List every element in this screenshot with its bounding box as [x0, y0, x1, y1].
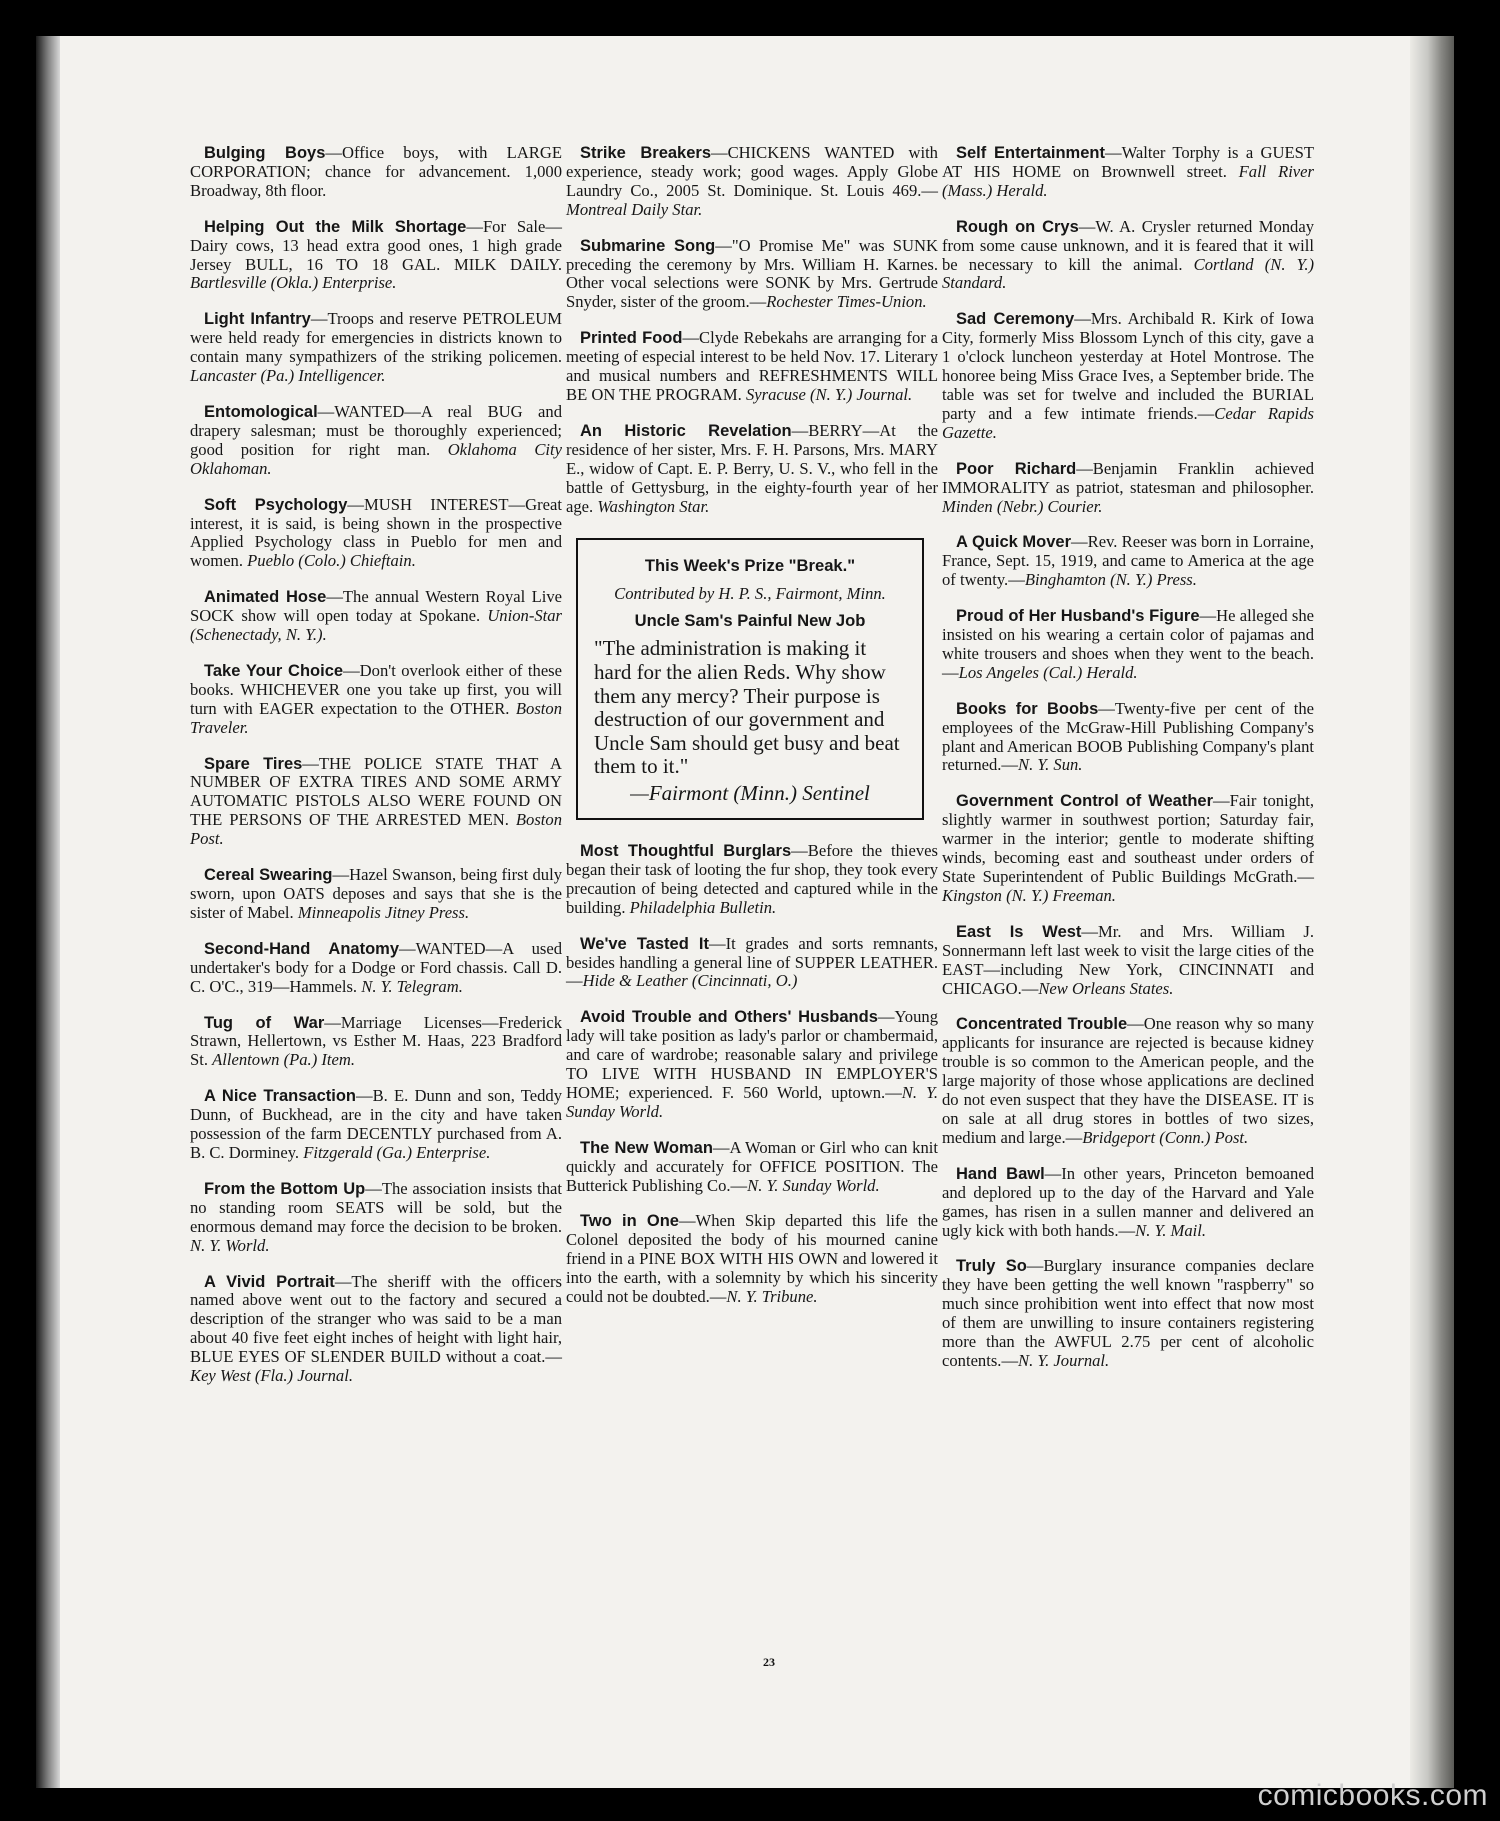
item-title: Cereal Swearing — [204, 866, 333, 885]
item-text: —Burglary insurance companies declare they have been getting the well known "raspberry" so much since prohibition went into effect that now most of them are unwilling to insure containers registering more than the AWFUL 2.75 per cent of alcoholic contents.— — [942, 1256, 1314, 1370]
item-text: —W. A. Crysler returned Monday from some cause unknown, and it is feared that it will be necessary to kill the animal. — [942, 216, 1314, 274]
prize-title: Uncle Sam's Painful New Job — [634, 611, 866, 631]
item-source: Union-Star (Schenectady, N. Y.). — [190, 606, 562, 645]
item-tug-of-war — [190, 1014, 562, 1071]
item-text: —Mrs. Archibald R. Kirk of Iowa City, formerly Miss Blossom Lynch of this city, gave a 1 o'clock luncheon yesterday at Hotel Montrose. The honoree being Miss Grace Ives, a September bride. The table was set for twelve and included the BURIAL party and a few intimate friends.— — [942, 309, 1314, 423]
item-text: —Hazel Swanson, being first duly sworn, upon OATS deposes and says that she is the sister of Mabel. — [190, 865, 562, 922]
item-printed-food — [566, 329, 938, 405]
item-title: Soft Psychology — [204, 495, 348, 514]
item-text: —BERRY—At the residence of her sister, Mrs. F. H. Parsons, Mrs. MARY E., widow of Capt. E. P. Berry, U. S. V., who fell in the battle of Gettysburg, in the eighty-fourth year of her age. — [566, 420, 938, 516]
item-title: Light Infantry — [204, 310, 311, 329]
binding-edge-right — [1410, 36, 1454, 1788]
item-light-infantry — [190, 310, 562, 386]
item-books-for-boobs — [942, 700, 1314, 776]
item-text: —Marriage Licenses—Frederick Strawn, Hellertown, vs Esther M. Haas, 223 Bradford St. — [190, 1012, 562, 1070]
item-source: Bartlesville (Okla.) Enterprise. — [190, 273, 397, 293]
item-text: —When Skip departed this life the Colonel deposited the body of his mourned canine friend in a PINE BOX WITH HIS OWN and lowered it into the earth, with a solemnity by which his sincerity could not be doubted.— — [566, 1211, 938, 1307]
item-source: Philadelphia Bulletin. — [629, 897, 777, 917]
item-title: East Is West — [956, 922, 1082, 941]
item-title: Most Thoughtful Burglars — [580, 841, 792, 860]
item-title: Books for Boobs — [956, 699, 1099, 718]
item-source: N. Y. World. — [190, 1235, 270, 1255]
item-truly-so — [942, 1257, 1314, 1370]
item-new-woman — [566, 1139, 938, 1196]
item-nice-transaction — [190, 1087, 562, 1163]
item-text: —A Woman or Girl who can knit quickly and accurately for OFFICE POSITION. The Butterick Publishing Co.— — [566, 1137, 938, 1195]
item-title: Second-Hand Anatomy — [204, 939, 400, 958]
item-title: A Nice Transaction — [204, 1087, 357, 1106]
prize-body: "The administration is making it hard for the alien Reds. Why show them any mercy? Their purpose is destruction of our government and Uncle Sam should get busy and beat them to it." — [594, 636, 900, 779]
item-rough-on-crys — [942, 218, 1314, 294]
item-source: Key West (Fla.) Journal. — [190, 1366, 353, 1386]
item-source: Minneapolis Jitney Press. — [297, 902, 470, 922]
item-text: —WANTED—A used undertaker's body for a Dodge or Ford chassis. Call D. C. O'C., 319—Hammels. — [190, 938, 562, 996]
item-text: —Young lady will take position as lady's parlor or chambermaid, and care of wardrobe; reasonable salary and privilege TO LIVE WITH HUSBAND IN EMPLOYER'S HOME; experienced. F. 560 World, uptown.— — [566, 1007, 938, 1102]
item-text: —For Sale—Dairy cows, 13 head extra good ones, 1 high grade Jersey BULL, 16 TO 18 GAL. MILK DAILY. — [190, 216, 562, 274]
item-text: —WANTED—A real BUG and drapery salesman; must be thoroughly experienced; good position for right man. — [190, 401, 562, 459]
item-source: Syracuse (N. Y.) Journal. — [745, 384, 913, 404]
item-source: Fitzgerald (Ga.) Enterprise. — [303, 1142, 491, 1162]
item-submarine-song — [566, 237, 938, 313]
item-text: —"O Promise Me" was SUNK preceding the ceremony by Mrs. William H. Karnes. Other vocal selections were SONK by Mrs. Gertrude Snyder, sister of the groom.— — [566, 235, 938, 312]
item-title: Helping Out the Milk Shortage — [204, 217, 467, 236]
item-milk-shortage — [190, 218, 562, 294]
item-second-hand-anatomy — [190, 940, 562, 997]
item-text: —Rev. Reeser was born in Lorraine, France, Sept. 15, 1919, and came to America at the age of twenty.— — [942, 532, 1315, 590]
item-thoughtful-burglars — [566, 842, 938, 918]
item-text: —Before the thieves began their task of looting the fur shop, they took every precaution of being detected and captured while in the building. — [566, 840, 938, 917]
item-text: —Mr. and Mrs. William J. Sonnermann left last week to visit the large cities of the EAST—including New York, CINCINNATI and CHICAGO.— — [942, 921, 1315, 998]
item-text: —Walter Torphy is a GUEST AT HIS HOME on Brownwell street. — [942, 143, 1314, 181]
item-hand-bawl — [942, 1165, 1314, 1241]
item-source: Cortland (N. Y.) Standard. — [942, 254, 1315, 293]
item-weve-tasted-it — [566, 935, 938, 992]
item-text: —B. E. Dunn and son, Teddy Dunn, of Buckhead, are in the city and have taken possession of the farm DECENTLY purchased from A. B. C. Dorminey. — [190, 1086, 562, 1162]
item-source: Montreal Daily Star. — [566, 199, 703, 219]
magazine-page — [36, 36, 1454, 1788]
item-bottom-up — [190, 1180, 562, 1256]
item-title: Two in One — [580, 1212, 679, 1231]
item-title: Sad Ceremony — [956, 310, 1075, 329]
item-text: —THE POLICE STATE THAT A NUMBER OF EXTRA TIRES AND SOME ARMY AUTOMATIC PISTOLS ALSO WERE FOUND ON THE PERSONS OF THE ARRESTED MEN. — [190, 753, 562, 830]
item-source: Oklahoma City Oklahoman. — [190, 439, 562, 478]
column-1 — [190, 144, 562, 1403]
item-source: Fall River (Mass.) Herald. — [942, 161, 1314, 200]
item-source: Lancaster (Pa.) Intelligencer. — [190, 366, 386, 386]
item-concentrated-trouble — [942, 1015, 1314, 1147]
prize-source: —Fairmont (Minn.) Sentinel — [630, 780, 870, 805]
item-sad-ceremony — [942, 310, 1314, 442]
item-historic-revelation — [566, 422, 938, 517]
item-text: —Fair tonight, slightly warmer in southwest portion; Saturday fair, warmer in the interior; gentle to moderate shifting winds, becoming east and southeast under orders of State Superintendent of Public Buildings McGrath.— — [942, 791, 1315, 886]
item-weather-control — [942, 792, 1314, 905]
item-text: —Benjamin Franklin achieved IMMORALITY as patriot, statesman and philosopher. — [942, 458, 1314, 497]
item-text: —Office boys, with LARGE CORPORATION; chance for advancement. 1,000 Broadway, 8th floor. — [190, 143, 562, 200]
item-soft-psychology — [190, 496, 562, 572]
item-text: —In other years, Princeton bemoaned and deplored up to the day of the Harvard and Yale games, has risen in a sullen manner and delivered an ugly kick with both hands.— — [942, 1163, 1314, 1240]
item-source: Boston Post. — [190, 810, 562, 849]
item-source: Binghamton (N. Y.) Press. — [1024, 570, 1197, 590]
item-text: —One reason why so many applicants for insurance are rejected is because kidney trouble is so common to the American people, and the large majority of those whose applications are declined do not even suspect that they have the DISEASE. IT is on sale at all drug stores in bottles of two sizes, medium and large.— — [942, 1014, 1314, 1147]
item-text: —Twenty-five per cent of the employees of the McGraw-Hill Publishing Company's plant and American BOOB Publishing Company's plant returned.— — [942, 698, 1314, 775]
item-text: —The annual Western Royal Live SOCK show will open today at Spokane. — [190, 587, 563, 626]
item-title: Government Control of Weather — [956, 792, 1214, 811]
column-2 — [566, 144, 938, 1324]
item-text: —Clyde Rebekahs are arranging for a meeting of especial interest to be held Nov. 17. Literary and musical numbers and REFRESHMENTS WILL BE ON THE PROGRAM. — [566, 328, 938, 404]
item-title: Rough on Crys — [956, 217, 1079, 236]
item-entomological — [190, 403, 562, 479]
item-title: Entomological — [204, 402, 318, 421]
item-cereal-swearing — [190, 866, 562, 923]
item-text: —He alleged she insisted on his wearing a certain color of pajamas and white trousers and shoes when they went to the beach.— — [942, 606, 1314, 682]
item-take-your-choice — [190, 662, 562, 738]
item-source: Washington Star. — [597, 496, 710, 516]
item-title: Proud of Her Husband's Figure — [956, 607, 1200, 626]
item-poor-richard — [942, 460, 1314, 517]
item-two-in-one — [566, 1212, 938, 1307]
item-bulging-boys — [190, 144, 562, 201]
item-east-is-west — [942, 923, 1314, 999]
item-husbands-figure — [942, 607, 1314, 683]
item-title: A Vivid Portrait — [204, 1272, 335, 1291]
item-title: Truly So — [956, 1257, 1027, 1276]
item-title: Bulging Boys — [204, 144, 326, 162]
item-vivid-portrait — [190, 1273, 562, 1386]
item-title: Tug of War — [204, 1013, 325, 1032]
item-title: The New Woman — [580, 1138, 713, 1157]
item-text: —MUSH INTEREST—Great interest, it is said, is being shown in the prospective Applied Psychology class in Pueblo for men and women. — [190, 494, 562, 571]
item-source: N. Y. Mail. — [1135, 1220, 1206, 1240]
page-number: 23 — [763, 1655, 775, 1669]
column-3 — [942, 144, 1314, 1388]
item-title: Avoid Trouble and Others' Husbands — [580, 1008, 878, 1027]
item-source: Minden (Nebr.) Courier. — [942, 496, 1103, 516]
item-text: —It grades and sorts remnants, besides handling a general line of SUPPER LEATHER.— — [566, 933, 938, 991]
item-source: N. Y. Sunday World. — [566, 1082, 938, 1121]
item-title: From the Bottom Up — [204, 1179, 366, 1198]
item-source: Cedar Rapids Gazette. — [942, 403, 1314, 442]
prize-break-box — [576, 538, 924, 820]
item-avoid-trouble — [566, 1008, 938, 1121]
item-title: A Quick Mover — [956, 533, 1072, 552]
item-title: Hand Bawl — [956, 1164, 1045, 1183]
item-title: Animated Hose — [204, 588, 327, 607]
item-source: Pueblo (Colo.) Chieftain. — [247, 551, 416, 571]
item-title: Submarine Song — [580, 236, 716, 255]
item-self-entertainment — [942, 144, 1314, 201]
item-source: Kingston (N. Y.) Freeman. — [942, 885, 1116, 905]
item-source: Bridgeport (Conn.) Post. — [1082, 1127, 1249, 1147]
item-title: An Historic Revelation — [580, 421, 792, 440]
item-source: New Orleans States. — [1038, 978, 1174, 998]
watermark: comicbooks.com — [1257, 1779, 1488, 1812]
item-animated-hose — [190, 588, 562, 645]
item-source: N. Y. Tribune. — [726, 1287, 818, 1307]
item-text: —Troops and reserve PETROLEUM were held ready for emergencies in districts known to contain many sympathizers of the striking policemen. — [190, 309, 563, 367]
prize-contributor: Contributed by H. P. S., Fairmont, Minn. — [614, 584, 886, 604]
item-text: —Don't overlook either of these books. WHICHEVER one you take up first, you will turn with EAGER expectation to the OTHER. — [190, 660, 563, 718]
item-source: Hide & Leather (Cincinnati, O.) — [582, 971, 798, 991]
item-title: Spare Tires — [204, 754, 303, 773]
binding-edge-left — [36, 36, 60, 1788]
item-source: N. Y. Telegram. — [361, 976, 463, 996]
item-spare-tires — [190, 755, 562, 850]
item-source: N. Y. Journal. — [1018, 1350, 1110, 1370]
item-strike-breakers — [566, 144, 938, 220]
item-text: —The association insists that no standing room SEATS will be sold, but the enormous demand may force the decision to be broken. — [190, 1178, 562, 1236]
item-title: Concentrated Trouble — [956, 1015, 1128, 1034]
item-source: Boston Traveler. — [190, 698, 562, 737]
item-title: Printed Food — [580, 329, 683, 348]
item-source: N. Y. Sunday World. — [747, 1175, 880, 1195]
item-title: We've Tasted It — [580, 934, 709, 953]
prize-heading: This Week's Prize "Break." — [644, 556, 856, 576]
item-source: Los Angeles (Cal.) Herald. — [958, 662, 1138, 682]
item-text: —CHICKENS WANTED with experience, steady work; good wages. Apply Globe Laundry Co., 2005 St. Dominique. St. Louis 469.— — [566, 143, 938, 200]
item-title: Take Your Choice — [204, 661, 344, 680]
item-source: N. Y. Sun. — [1018, 755, 1083, 775]
item-title: Strike Breakers — [580, 144, 712, 162]
item-title: Self Entertainment — [956, 144, 1105, 162]
item-quick-mover — [942, 533, 1314, 590]
item-text: —The sheriff with the officers named above went out to the factory and secured a description of the stranger who was said to be a man about 40 five feet eight inches of height with light hair, BLUE EYES OF SLENDER BUILD without a coat.— — [190, 1271, 563, 1367]
item-title: Poor Richard — [956, 459, 1077, 478]
item-source: Allentown (Pa.) Item. — [212, 1050, 356, 1070]
item-source: Rochester Times-Union. — [766, 292, 927, 312]
